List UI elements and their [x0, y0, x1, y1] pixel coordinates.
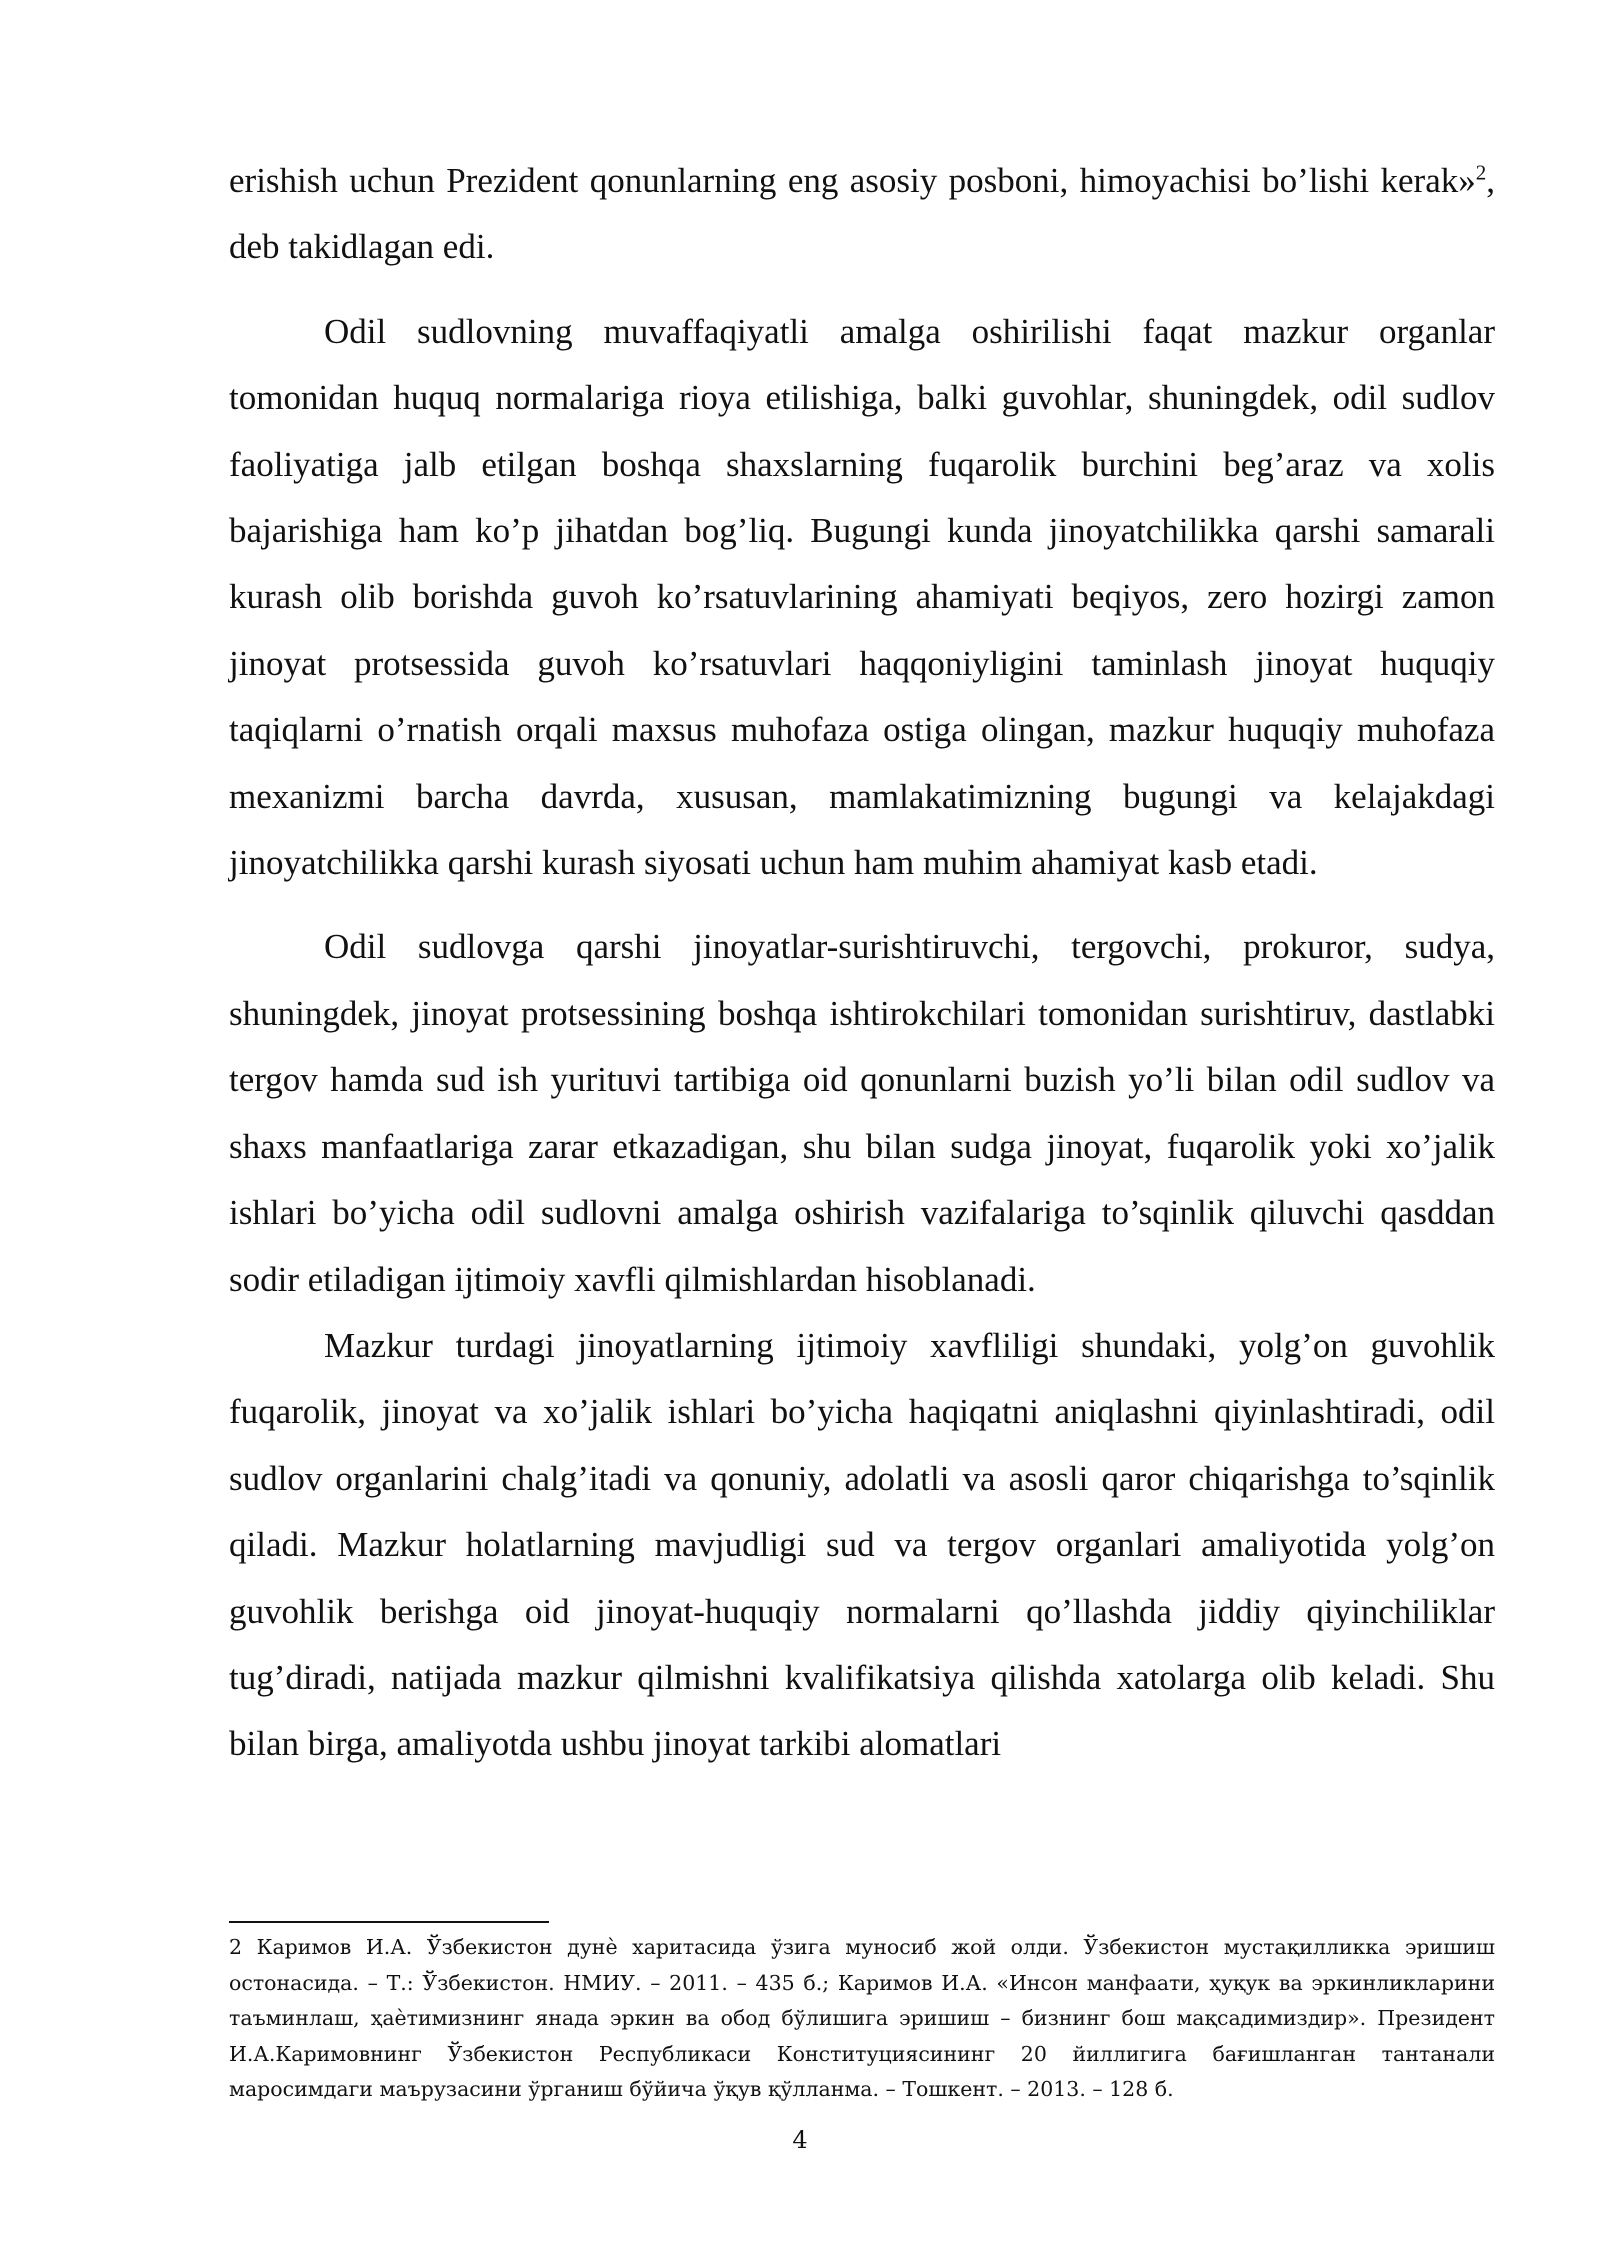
footnote-text: 2 Каримов И.А. Ўзбекистон дунѐ харитасида ўзига муносиб жой олди. Ўзбекистон мустақилликка эришиш остонасида. – Т.: Ўзбекистон. НМИУ. – 2011. – 435 б.; Каримов И.А. «Инсон манфаати, ҳуқук ва эркинликларини таъминлаш, ҳаѐтимизнинг янада эркин ва обод бўлишига эришиш – бизнинг бош мақсадимиздир». Президент И.А.Каримовнинг Ўзбекистон Республикаси Конституциясининг 20 йиллигига бағишланган тантанали маросимдаги маърузасини ўрганиш бўйича ўқув қўлланма. – Тошкент. – 2013. – 128 б.: [229, 1935, 1495, 2101]
footnote-separator: [229, 1921, 549, 1923]
footnote: [229, 1930, 1495, 2108]
main-text: [229, 148, 1495, 1778]
paragraph-2: Odil sudlovning muvaffaqiyatli amalga oshirilishi faqat mazkur organlar tomonidan huquq normalariga rioya etilishiga, balki guvohlar, shuningdek, odil sudlov faoliyatiga jalb etilgan boshqa shaxslarning fuqarolik burchini beg’araz va xolis bajarishiga ham ko’p jihatdan bog’liq. Bugungi kunda jinoyatchilikka qarshi samarali kurash olib borishda guvoh ko’rsatuvlarining ahamiyati beqiyos, zero hozirgi zamon jinoyat protsessida guvoh ko’rsatuvlari haqqoniyligini taminlash jinoyat huquqiy taqiqlarni o’rnatish orqali maxsus muhofaza ostiga olingan, mazkur huquqiy muhofaza mexanizmi barcha davrda, xususan, mamlakatimizning bugungi va kelajakdagi jinoyatchilikka qarshi kurash siyosati uchun ham muhim ahamiyat kasb etadi.: [229, 311, 1495, 883]
paragraph-continuation: [229, 148, 1495, 281]
page-number: 4: [792, 2126, 808, 2154]
footnote-reference[interactable]: 2: [1475, 160, 1487, 185]
paragraph-1-tail: , deb takidlagan edi.: [229, 161, 1495, 267]
paragraph-3: Odil sudlovga qarshi jinoyatlar-surishtiruvchi, tergovchi, prokuror, sudya, shuningdek, jinoyat protsessining boshqa ishtirokchilari tomonidan surishtiruv, dastlabki tergov hamda sud ish yurituvi tartibiga oid qonunlarni buzish yo’li bilan odil sudlov va shaxs manfaatlariga zarar etkazadigan, shu bilan sudga jinoyat, fuqarolik yoki xo’jalik ishlari bo’yicha odil sudlovni amalga oshirish vazifalariga to’sqinlik qiluvchi qasddan sodir etiladigan ijtimoiy xavfli qilmishlardan hisoblanadi.: [229, 927, 1495, 1299]
paragraph-4: Mazkur turdagi jinoyatlarning ijtimoiy xavfliligi shundaki, yolg’on guvohlik fuqarolik, jinoyat va xo’jalik ishlari bo’yicha haqiqatni aniqlashni qiyinlashtiradi, odil sudlov organlarini chalg’itadi va qonuniy, adolatli va asosli qaror chiqarishga to’sqinlik qiladi. Mazkur holatlarning mavjudligi sud va tergov organlari amaliyotida yolg’on guvohlik berishga oid jinoyat-huquqiy normalarni qo’llashda jiddiy qiyinchiliklar tug’diradi, natijada mazkur qilmishni kvalifikatsiya qilishda xatolarga olib keladi. Shu bilan birga, amaliyotda ushbu jinoyat tarkibi alomatlari: [229, 1325, 1495, 1764]
paragraph-1-text: erishish uchun Prezident qonunlarning eng asosiy posboni, himoyachisi bo’lishi kerak»: [229, 161, 1476, 200]
